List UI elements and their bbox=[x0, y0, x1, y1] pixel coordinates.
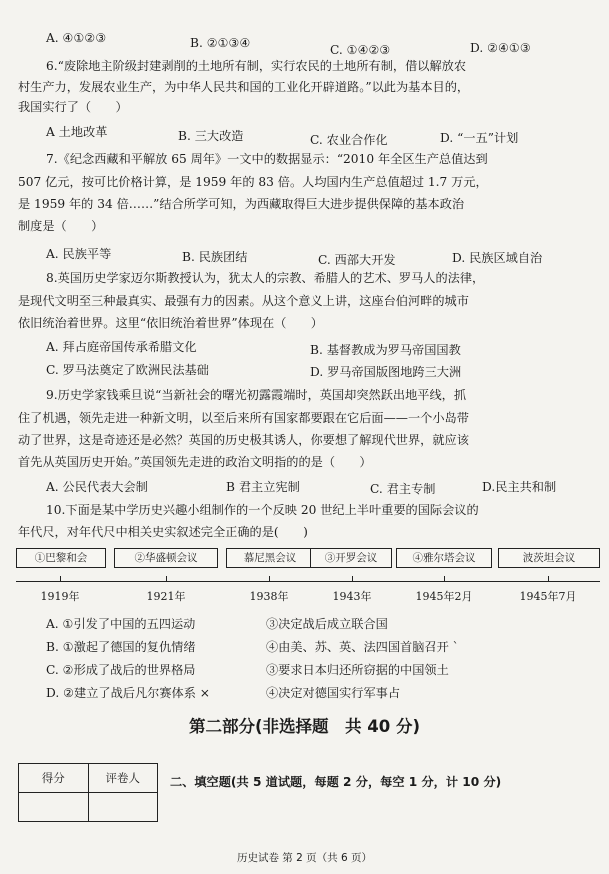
timeline-tick bbox=[548, 576, 549, 582]
q9-stem-line-2: 住了机遇，领先走进一种新文明，以至后来所有国家都要跟在它后面——一个小岛带 bbox=[18, 411, 469, 425]
q9-option-b: B 君主立宪制 bbox=[226, 480, 300, 494]
timeline-year: 1938年 bbox=[249, 590, 289, 603]
timeline-year: 1945年2月 bbox=[415, 590, 473, 603]
timeline-event: 波茨坦会议 bbox=[498, 548, 600, 568]
grader-header: 评卷人 bbox=[88, 764, 158, 793]
q10-option-a-right: ③决定战后成立联合国 bbox=[266, 617, 388, 631]
q9-stem-line-1: 9.历史学家钱乘旦说“当新社会的曙光初露霞端时，英国却突然跃出地平线，抓 bbox=[46, 388, 467, 402]
q7-option-b: B. 民族团结 bbox=[182, 250, 248, 264]
q5-option-d: D. ②④①③ bbox=[470, 41, 531, 55]
q7-option-a: A. 民族平等 bbox=[46, 247, 112, 261]
q10-option-b-right: ④由美、苏、英、法四国首脑召开 ` bbox=[266, 640, 459, 654]
q7-stem-line-3: 是 1959 年的 34 倍……”结合所学可知，为西藏取得巨大进步提供保障的基本政治 bbox=[18, 197, 465, 211]
q10-option-c-left: C. ②形成了战后的世界格局 bbox=[46, 663, 196, 677]
timeline-event: ③开罗会议 bbox=[310, 548, 392, 568]
q10-option-d-left: D. ②建立了战后凡尔赛体系 × bbox=[46, 686, 210, 700]
q10-option-a-left: A. ①引发了中国的五四运动 bbox=[46, 617, 196, 631]
q7-option-c: C. 西部大开发 bbox=[318, 253, 396, 267]
timeline-event: 慕尼黑会议 bbox=[226, 548, 314, 568]
q5-option-a: A. ④①②③ bbox=[46, 31, 107, 45]
q6-stem-line-3: 我国实行了（ ） bbox=[18, 100, 128, 114]
timeline-event: ④雅尔塔会议 bbox=[396, 548, 492, 568]
timeline-year: 1919年 bbox=[40, 590, 80, 603]
q10-stem-line-2: 年代尺，对年代尺中相关史实叙述完全正确的是( ) bbox=[18, 525, 308, 539]
q6-stem-line-2: 村生产力，发展农业生产，为中华人民共和国的工业化开辟道路。”以此为基本目的， bbox=[18, 80, 470, 94]
q8-stem-line-2: 是现代文明至三种最真实、最强有力的因素。从这个意义上讲，这座台伯河畔的城市 bbox=[18, 294, 469, 308]
q7-stem-line-2: 507 亿元，按可比价格计算，是 1959 年的 83 倍。人均国内生产总值超过 1.7 万元， bbox=[18, 175, 488, 189]
timeline-event: ②华盛顿会议 bbox=[114, 548, 218, 568]
q5-option-b: B. ②①③④ bbox=[190, 36, 251, 50]
timeline-year: 1921年 bbox=[146, 590, 186, 603]
grader-cell[interactable] bbox=[88, 793, 158, 822]
part2-title: 第二部分(非选择题 共 40 分) bbox=[188, 717, 421, 736]
score-table bbox=[18, 763, 158, 822]
q10-option-c-right: ③要求日本归还所窃据的中国领土 bbox=[266, 663, 449, 677]
timeline-tick bbox=[60, 576, 61, 582]
q10-option-b-left: B. ①激起了德国的复仇情绪 bbox=[46, 640, 196, 654]
fill-in-section-header: 二、填空题(共 5 道试题，每题 2 分，每空 1 分，计 10 分) bbox=[170, 775, 502, 789]
q9-option-d: D.民主共和制 bbox=[482, 480, 557, 494]
score-cell[interactable] bbox=[19, 793, 89, 822]
q8-option-c: C. 罗马法奠定了欧洲民法基础 bbox=[46, 363, 209, 377]
timeline-tick bbox=[444, 576, 445, 582]
q8-option-a: A. 拜占庭帝国传承希腊文化 bbox=[46, 340, 197, 354]
timeline-tick bbox=[166, 576, 167, 582]
timeline-axis bbox=[16, 581, 600, 582]
timeline-year: 1945年7月 bbox=[519, 590, 577, 603]
q8-option-d: D. 罗马帝国版图地跨三大洲 bbox=[310, 365, 462, 379]
q9-stem-line-3: 动了世界，这是奇迹还是必然？英国的历史极其诱人，你要想了解现代世界，就应该 bbox=[18, 433, 469, 447]
q7-option-d: D. 民族区域自治 bbox=[452, 251, 543, 265]
q7-stem-line-4: 制度是（ ） bbox=[18, 219, 104, 233]
timeline-tick bbox=[352, 576, 353, 582]
q6-option-c: C. 农业合作化 bbox=[310, 133, 388, 147]
q5-option-c: C. ①④②③ bbox=[330, 43, 391, 57]
timeline-event: ①巴黎和会 bbox=[16, 548, 106, 568]
q8-stem-line-1: 8.英国历史学家迈尔斯教授认为，犹太人的宗教、希腊人的艺术、罗马人的法律， bbox=[46, 271, 485, 285]
timeline-year: 1943年 bbox=[332, 590, 372, 603]
timeline bbox=[16, 548, 600, 610]
q6-option-a: A 土地改革 bbox=[46, 125, 108, 139]
q9-stem-line-4: 首先从英国历史开始。”英国领先走进的政治文明指的的是（ ） bbox=[18, 455, 372, 469]
q6-option-b: B. 三大改造 bbox=[178, 129, 244, 143]
q8-stem-line-3: 依旧统治着世界。这里“依旧统治着世界”体现在（ ） bbox=[18, 316, 323, 330]
q10-option-d-right: ④决定对德国实行军事占 bbox=[266, 686, 401, 700]
q6-stem-line-1: 6.“废除地主阶级封建剥削的土地所有制，实行农民的土地所有制，借以解放农 bbox=[46, 59, 467, 73]
q10-stem-line-1: 10.下面是某中学历史兴趣小组制作的一个反映 20 世纪上半叶重要的国际会议的 bbox=[46, 503, 479, 517]
q9-option-a: A. 公民代表大会制 bbox=[46, 480, 148, 494]
q8-option-b: B. 基督教成为罗马帝国国教 bbox=[310, 343, 461, 357]
timeline-tick bbox=[269, 576, 270, 582]
score-header: 得分 bbox=[19, 764, 89, 793]
page-footer: 历史试卷 第 2 页（共 6 页） bbox=[236, 852, 373, 864]
q7-stem-line-1: 7.《纪念西藏和平解放 65 周年》一文中的数据显示：“2010 年全区生产总值达到 bbox=[46, 152, 488, 166]
q6-option-d: D. “一五”计划 bbox=[440, 131, 519, 145]
q9-option-c: C. 君主专制 bbox=[370, 482, 436, 496]
